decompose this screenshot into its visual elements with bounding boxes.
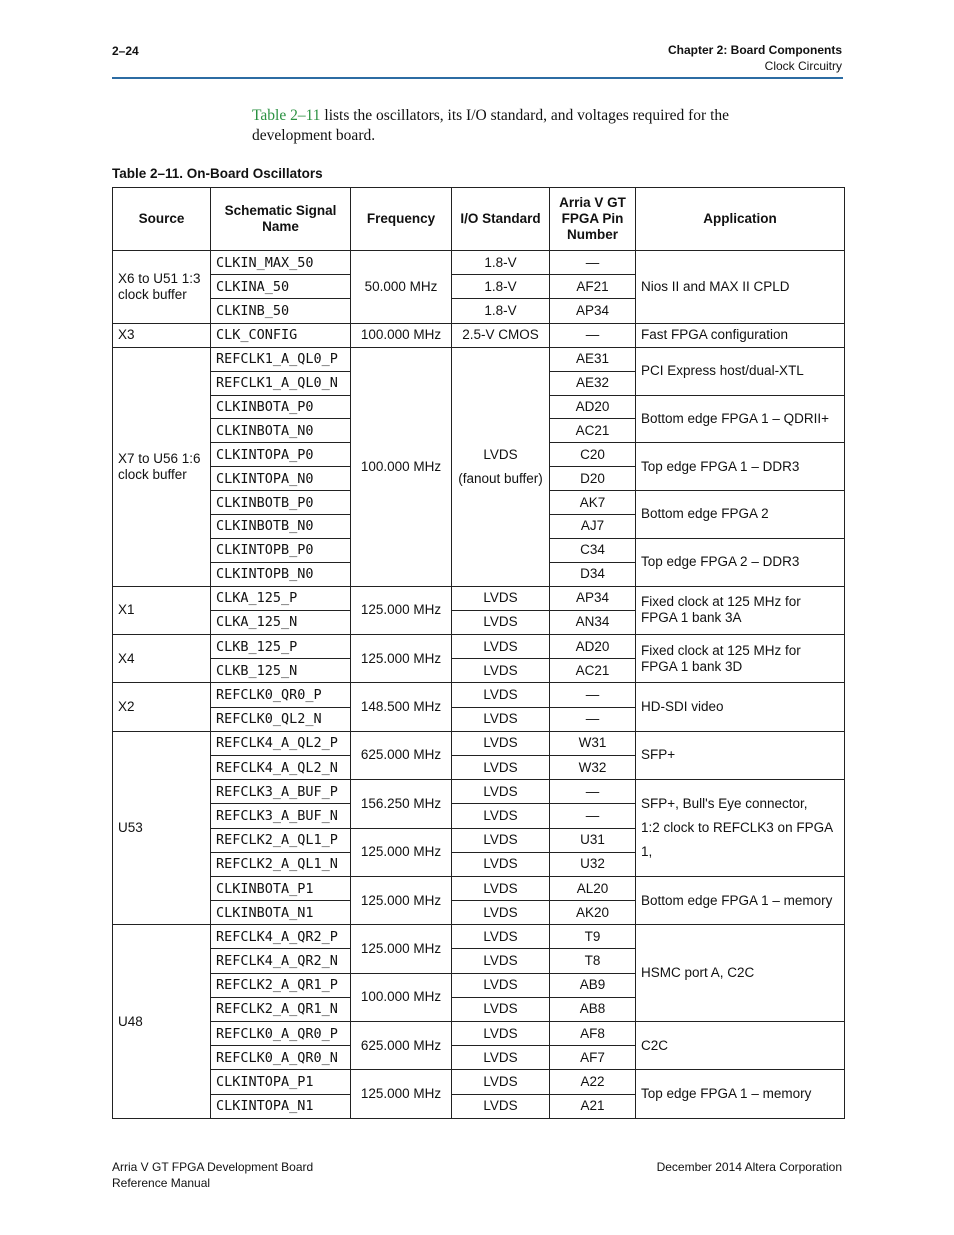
io-cell: LVDS: [452, 707, 550, 731]
source-cell: U48: [113, 925, 211, 1119]
header-signal: Schematic Signal Name: [211, 188, 351, 251]
pin-cell: AB8: [550, 997, 636, 1021]
application-cell: [636, 780, 845, 877]
signal-cell: CLKINTOPA_P0: [211, 443, 351, 467]
io-line: LVDS: [483, 446, 518, 462]
pin-cell: AE31: [550, 347, 636, 371]
io-cell: LVDS: [452, 635, 550, 659]
source-cell: U53: [113, 731, 211, 925]
frequency-cell: 125.000 MHz: [351, 828, 452, 876]
signal-cell: REFCLK3_A_BUF_P: [211, 780, 351, 804]
io-cell: LVDS: [452, 683, 550, 707]
pin-cell: AK7: [550, 491, 636, 515]
source-cell: X2: [113, 683, 211, 731]
pin-cell: C34: [550, 538, 636, 562]
io-cell: LVDS: [452, 997, 550, 1021]
footer-date-company: December 2014 Altera Corporation: [656, 1160, 842, 1174]
source-cell: X7 to U56 1:6 clock buffer: [113, 347, 211, 586]
signal-cell: REFCLK0_A_QR0_N: [211, 1046, 351, 1070]
header-application: Application: [636, 188, 845, 251]
io-cell: LVDS: [452, 973, 550, 997]
pin-cell: —: [550, 804, 636, 828]
signal-cell: CLKINBOTB_P0: [211, 491, 351, 515]
signal-cell: REFCLK0_QL2_N: [211, 707, 351, 731]
signal-cell: CLKIN_MAX_50: [211, 251, 351, 275]
footer-subtitle: Reference Manual: [112, 1176, 211, 1190]
signal-cell: CLK_CONFIG: [211, 323, 351, 347]
io-cell: LVDS: [452, 1094, 550, 1118]
application-cell: Bottom edge FPGA 2: [636, 491, 845, 539]
frequency-cell: 125.000 MHz: [351, 1070, 452, 1118]
io-cell: LVDS: [452, 731, 550, 755]
page-number: 2–24: [112, 44, 139, 58]
signal-cell: REFCLK0_QR0_P: [211, 683, 351, 707]
table-row: [113, 323, 845, 347]
pin-cell: T9: [550, 925, 636, 949]
application-cell: Top edge FPGA 1 – memory: [636, 1070, 845, 1118]
pin-cell: A22: [550, 1070, 636, 1094]
signal-cell: CLKINTOPA_P1: [211, 1070, 351, 1094]
header-rule: [112, 77, 843, 79]
pin-cell: T8: [550, 949, 636, 973]
section-title: Clock Circuitry: [764, 59, 842, 73]
oscillators-table: [112, 187, 845, 1119]
frequency-cell: 156.250 MHz: [351, 780, 452, 828]
signal-cell: CLKINBOTA_N0: [211, 419, 351, 443]
application-cell: Top edge FPGA 1 – DDR3: [636, 443, 845, 491]
pin-cell: AF7: [550, 1046, 636, 1070]
signal-cell: REFCLK2_A_QL1_P: [211, 828, 351, 852]
frequency-cell: 100.000 MHz: [351, 973, 452, 1021]
header-pin-number: Arria V GT FPGA Pin Number: [550, 188, 636, 251]
pin-cell: U32: [550, 852, 636, 876]
signal-cell: CLKINTOPB_N0: [211, 562, 351, 586]
table-row: [113, 925, 845, 949]
signal-cell: REFCLK2_A_QR1_P: [211, 973, 351, 997]
signal-cell: REFCLK3_A_BUF_N: [211, 804, 351, 828]
chapter-title: Chapter 2: Board Components: [667, 43, 842, 57]
io-cell: LVDS: [452, 1070, 550, 1094]
signal-cell: REFCLK2_A_QR1_N: [211, 997, 351, 1021]
frequency-cell: 100.000 MHz: [351, 323, 452, 347]
table-row: [113, 1022, 845, 1046]
io-cell: LVDS: [452, 1022, 550, 1046]
application-line: FPGA 1 bank 3D: [641, 658, 743, 674]
io-cell: 2.5-V CMOS: [452, 323, 550, 347]
io-cell: LVDS: [452, 1046, 550, 1070]
io-cell: LVDS: [452, 586, 550, 610]
pin-cell: AB9: [550, 973, 636, 997]
table-row: [113, 586, 845, 610]
signal-cell: CLKINTOPA_N0: [211, 467, 351, 491]
application-cell: C2C: [636, 1022, 845, 1070]
io-cell: LVDS: [452, 949, 550, 973]
signal-cell: CLKINBOTA_P1: [211, 876, 351, 900]
pin-cell: AF21: [550, 275, 636, 299]
table-row: [113, 347, 845, 371]
pin-cell: U31: [550, 828, 636, 852]
io-cell: LVDS: [452, 780, 550, 804]
source-cell: X4: [113, 635, 211, 683]
application-cell: Top edge FPGA 2 – DDR3: [636, 538, 845, 586]
signal-cell: CLKINA_50: [211, 275, 351, 299]
signal-cell: REFCLK2_A_QL1_N: [211, 852, 351, 876]
pin-cell: AP34: [550, 299, 636, 323]
io-cell: LVDS: [452, 659, 550, 683]
table-row: [113, 731, 845, 755]
pin-cell: —: [550, 683, 636, 707]
signal-cell: CLKINBOTB_N0: [211, 514, 351, 538]
header-frequency: Frequency: [351, 188, 452, 251]
application-cell: Bottom edge FPGA 1 – QDRII+: [636, 395, 845, 443]
application-line: Fixed clock at 125 MHz for: [641, 642, 801, 658]
signal-cell: REFCLK1_A_QL0_N: [211, 371, 351, 395]
io-cell: LVDS: [452, 828, 550, 852]
pin-cell: AN34: [550, 610, 636, 634]
pin-cell: C20: [550, 443, 636, 467]
application-cell: [636, 635, 845, 683]
application-line: 1:2 clock to REFCLK3 on FPGA 1,: [641, 820, 833, 860]
table-row: [113, 251, 845, 275]
source-cell: X1: [113, 586, 211, 634]
pin-cell: D34: [550, 562, 636, 586]
pin-cell: —: [550, 780, 636, 804]
frequency-cell: 50.000 MHz: [351, 251, 452, 324]
pin-cell: A21: [550, 1094, 636, 1118]
signal-cell: REFCLK1_A_QL0_P: [211, 347, 351, 371]
pin-cell: D20: [550, 467, 636, 491]
pin-cell: W32: [550, 755, 636, 779]
io-cell: LVDS: [452, 925, 550, 949]
application-cell: Nios II and MAX II CPLD: [636, 251, 845, 324]
frequency-cell: 100.000 MHz: [351, 347, 452, 586]
application-cell: SFP+: [636, 731, 845, 779]
pin-cell: —: [550, 323, 636, 347]
signal-cell: CLKB_125_P: [211, 635, 351, 659]
frequency-cell: 125.000 MHz: [351, 586, 452, 634]
signal-cell: CLKB_125_N: [211, 659, 351, 683]
application-line: Fixed clock at 125 MHz for: [641, 594, 801, 610]
table-row: [113, 876, 845, 900]
source-cell: X6 to U51 1:3 clock buffer: [113, 251, 211, 324]
intro-paragraph: [252, 106, 812, 146]
table-row: [113, 683, 845, 707]
footer-title: Arria V GT FPGA Development Board: [112, 1160, 314, 1174]
io-cell: LVDS: [452, 755, 550, 779]
signal-cell: REFCLK4_A_QL2_N: [211, 755, 351, 779]
source-cell: X3: [113, 323, 211, 347]
signal-cell: REFCLK4_A_QL2_P: [211, 731, 351, 755]
pin-cell: AD20: [550, 635, 636, 659]
signal-cell: CLKINTOPA_N1: [211, 1094, 351, 1118]
application-cell: HSMC port A, C2C: [636, 925, 845, 1022]
pin-cell: AE32: [550, 371, 636, 395]
application-cell: PCI Express host/dual-XTL: [636, 347, 845, 395]
io-cell: LVDS: [452, 901, 550, 925]
signal-cell: CLKA_125_P: [211, 586, 351, 610]
application-cell: Bottom edge FPGA 1 – memory: [636, 876, 845, 924]
io-cell: 1.8-V: [452, 299, 550, 323]
pin-cell: AJ7: [550, 514, 636, 538]
pin-cell: AP34: [550, 586, 636, 610]
table-row: [113, 1070, 845, 1094]
signal-cell: CLKINBOTA_N1: [211, 901, 351, 925]
pin-cell: —: [550, 251, 636, 275]
frequency-cell: 625.000 MHz: [351, 1022, 452, 1070]
io-cell: LVDS: [452, 852, 550, 876]
application-cell: [636, 586, 845, 634]
signal-cell: REFCLK4_A_QR2_P: [211, 925, 351, 949]
application-cell: HD-SDI video: [636, 683, 845, 731]
signal-cell: CLKINB_50: [211, 299, 351, 323]
pin-cell: —: [550, 707, 636, 731]
header-io-standard: I/O Standard: [452, 188, 550, 251]
pin-cell: AC21: [550, 659, 636, 683]
pin-cell: AD20: [550, 395, 636, 419]
frequency-cell: 125.000 MHz: [351, 635, 452, 683]
io-cell: 1.8-V: [452, 275, 550, 299]
pin-cell: AF8: [550, 1022, 636, 1046]
intro-text: lists the oscillators, its I/O standard, and voltages required for the development board.: [252, 107, 730, 144]
signal-cell: REFCLK4_A_QR2_N: [211, 949, 351, 973]
table-caption: Table 2–11. On-Board Oscillators: [112, 166, 323, 181]
signal-cell: CLKA_125_N: [211, 610, 351, 634]
io-cell: LVDS: [452, 610, 550, 634]
io-cell: LVDS: [452, 876, 550, 900]
frequency-cell: 148.500 MHz: [351, 683, 452, 731]
pin-cell: AK20: [550, 901, 636, 925]
io-line: (fanout buffer): [458, 470, 543, 486]
frequency-cell: 625.000 MHz: [351, 731, 452, 779]
signal-cell: REFCLK0_A_QR0_P: [211, 1022, 351, 1046]
application-line: FPGA 1 bank 3A: [641, 610, 742, 626]
io-cell: 1.8-V: [452, 251, 550, 275]
pin-cell: AL20: [550, 876, 636, 900]
table-link[interactable]: Table 2–11: [252, 107, 321, 124]
io-cell: [452, 347, 550, 586]
pin-cell: AC21: [550, 419, 636, 443]
signal-cell: CLKINBOTA_P0: [211, 395, 351, 419]
header-source: Source: [113, 188, 211, 251]
application-line: SFP+, Bull's Eye connector,: [641, 796, 808, 812]
io-cell: LVDS: [452, 804, 550, 828]
frequency-cell: 125.000 MHz: [351, 925, 452, 973]
application-cell: Fast FPGA configuration: [636, 323, 845, 347]
frequency-cell: 125.000 MHz: [351, 876, 452, 924]
table-row: [113, 780, 845, 804]
table-row: [113, 635, 845, 659]
signal-cell: CLKINTOPB_P0: [211, 538, 351, 562]
table-header-row: [113, 188, 845, 251]
pin-cell: W31: [550, 731, 636, 755]
